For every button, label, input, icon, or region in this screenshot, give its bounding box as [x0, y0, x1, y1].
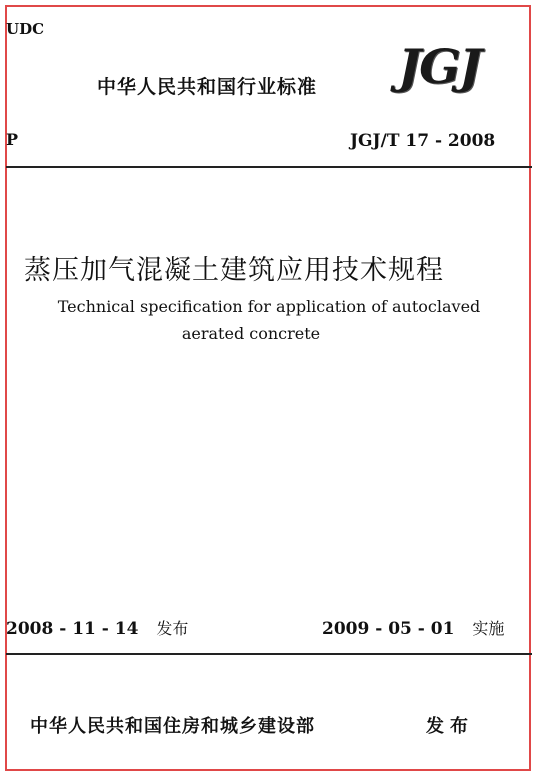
title-chinese: 蒸压加气混凝土建筑应用技术规程	[24, 255, 444, 286]
publish-label: 发布	[426, 716, 474, 737]
standard-code: JGJ/T 17 - 2008	[350, 131, 496, 151]
standard-category: 中华人民共和国行业标准	[97, 76, 318, 98]
issue-date-block	[6, 616, 188, 639]
effective-label: 实施	[472, 619, 505, 638]
class-code: P	[6, 130, 19, 149]
footer-divider	[6, 653, 532, 655]
issue-date: 2008 - 11 - 14	[6, 619, 139, 639]
title-english-line1: Technical specification for application of autoclaved	[57, 297, 481, 316]
title-english-line2: aerated concrete	[181, 324, 321, 343]
effective-date-block	[322, 616, 504, 639]
header-divider	[6, 166, 532, 168]
publisher: 中华人民共和国住房和城乡建设部	[30, 716, 315, 737]
page-border	[5, 5, 531, 771]
jgj-logo: JGJ	[398, 39, 481, 95]
udc-label: UDC	[6, 20, 45, 38]
effective-date: 2009 - 05 - 01	[322, 619, 455, 639]
issue-label: 发布	[156, 619, 189, 638]
